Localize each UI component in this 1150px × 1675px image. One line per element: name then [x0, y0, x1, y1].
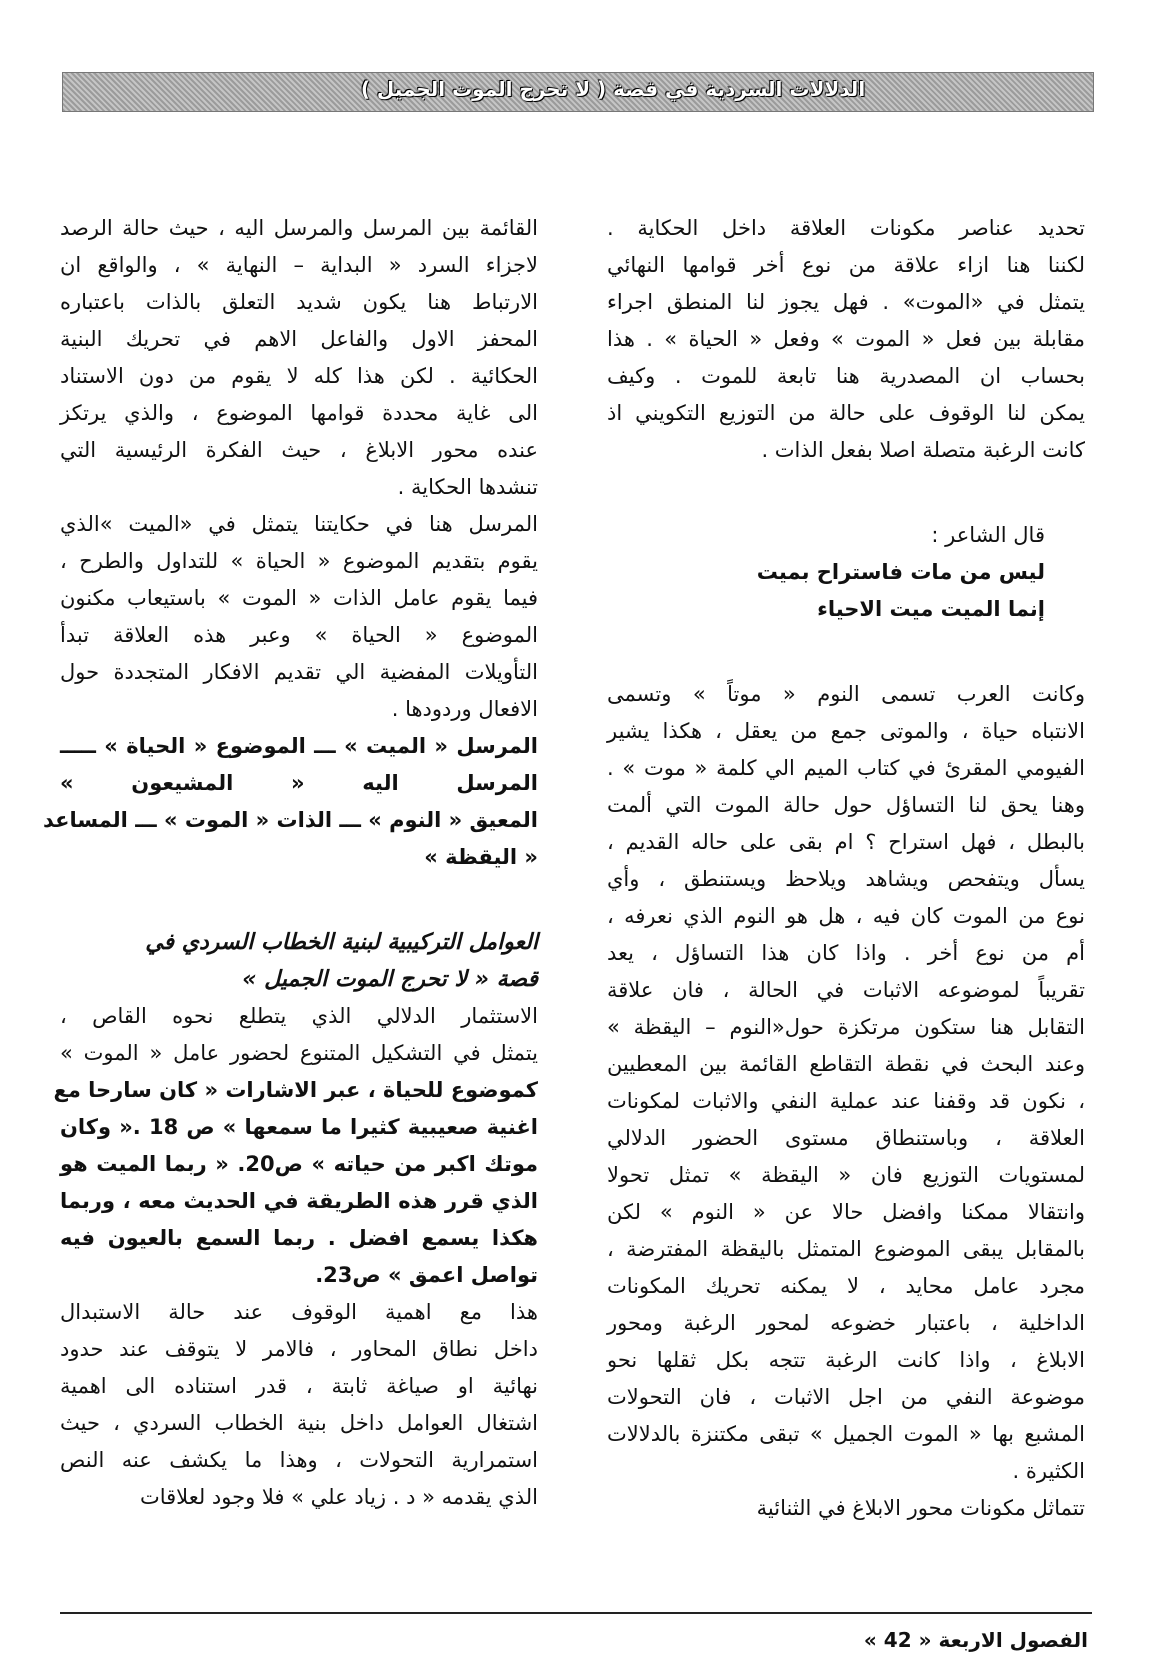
text-line: مجرد عامل محايد ، لا يمكنه تحريك المكونات	[607, 1274, 1085, 1298]
text-line: تتماثل مكونات محور الابلاغ في الثنائية	[756, 1496, 1085, 1520]
text-line: الابلاغ ، واذا كانت الرغبة تتجه بكل ثقلها نحو	[607, 1348, 1085, 1372]
text-line: المعيق « النوم » ـــ الذات « الموت » ـــ المساعد	[42, 808, 538, 832]
text-line: العلاقة ، وباستنطاق مستوى الحضور الدلالي	[607, 1126, 1085, 1150]
text-line: استمرارية التحولات ، وهذا ما يكشف عنه النص	[60, 1448, 538, 1472]
text-line: كموضوع للحياة ، عبر الاشارات « كان سارحا مع	[53, 1078, 538, 1102]
left-column	[42, 210, 539, 1516]
text-line: القائمة بين المرسل والمرسل اليه ، حيث حالة الرصد	[60, 216, 538, 240]
text-line: التأويلات المفضية الي تقديم الافكار المتجددة حول	[60, 660, 538, 684]
text-line: الحكائية . لكن هذا كله لا يقوم من دون الاستناد	[60, 364, 538, 388]
text-line: الذي قرر هذه الطريقة في الحديث معه ، وربما	[60, 1189, 538, 1213]
text-line: عنده محور الابلاغ ، حيث الفكرة الرئيسية التي	[60, 438, 538, 462]
right-para-2	[607, 676, 1085, 1490]
text-line: أم من نوع أخر . واذا كان هذا التساؤل ، يعد	[607, 941, 1085, 965]
text-line: موتك اكبر من حياته » ص20. « ربما الميت هو	[60, 1152, 539, 1176]
text-line: وعند البحث في نقطة التقاطع القائمة بين المعطيين	[607, 1052, 1085, 1076]
left-para-2	[60, 506, 538, 728]
footer-rule	[60, 1612, 1092, 1614]
text-line: تنشدها الحكاية .	[397, 475, 538, 499]
text-line: الانتباه حياة ، والموتى جمع من يعقل ، هكذا يشير	[607, 719, 1085, 743]
text-line: الفيومي المقرئ في كتاب الميم الي كلمة « موت » .	[607, 756, 1085, 780]
right-para-3	[607, 1490, 1085, 1527]
text-line: قصة « لا تحرج الموت الجميل »	[242, 967, 538, 992]
text-line: داخل نطاق المحاور ، فالامر لا يتوقف عند حدود	[60, 1337, 538, 1361]
text-line: لاجزاء السرد « البداية – النهاية » ، والواقع ان	[60, 253, 538, 277]
text-line: وهنا يحق لنا التساؤل حول حالة الموت التي ألمت	[607, 793, 1085, 817]
poem-intro: قال الشاعر :	[931, 523, 1045, 547]
text-line: المشبع بها « الموت الجميل » تبقى مكتنزة بالدلالات	[607, 1422, 1085, 1446]
text-line: الذي يقدمه « د . زياد علي » فلا وجود لعلاقات	[139, 1485, 538, 1509]
text-line: مقابلة بين فعل « الموت » وفعل « الحياة » . هذا	[607, 327, 1085, 351]
text-line: بالمقابل يبقى الموضوع المتمثل باليقظة المفترضة ،	[607, 1237, 1085, 1261]
text-line: ، نكون قد وقفنا عند عملية النفي والاثبات لمكونات	[607, 1089, 1085, 1113]
text-line: وانتقالا ممكنا وافضل حالا عن « النوم » لكن	[607, 1200, 1085, 1224]
text-line: الى غاية محددة قوامها الموضوع ، والذي يرتكز	[60, 401, 538, 425]
right-para-1	[607, 210, 1085, 469]
text-line: الاستثمار الدلالي الذي يتطلع نحوه القاص ،	[60, 1004, 538, 1028]
footer-page-label: الفصول الاربعة « 42 »	[863, 1628, 1088, 1652]
text-line: بالبطل ، فهل استراح ؟ ام بقى على حاله القديم ،	[607, 830, 1085, 854]
text-line: موضوعة النفي من اجل الاثبات ، فان التحولات	[607, 1385, 1085, 1409]
text-line: الموضوع « الحياة » وعبر هذه العلاقة تبدأ	[60, 623, 538, 647]
text-line: المرسل هنا في حكايتنا يتمثل في «الميت »الذي	[60, 512, 538, 536]
text-line: « اليقظة »	[424, 845, 538, 869]
text-line: كانت الرغبة متصلة اصلا بفعل الذات .	[761, 438, 1085, 462]
left-para-3	[53, 998, 539, 1294]
left-para-1	[60, 210, 538, 506]
text-line: يتمثل في «الموت» . فهل يجوز لنا المنطق اجراء	[607, 290, 1085, 314]
left-para-4	[60, 1294, 538, 1516]
text-line: الارتباط هنا يكون شديد التعلق بالذات باعتباره	[60, 290, 538, 314]
text-line: تواصل اعمق » ص23.	[315, 1263, 538, 1287]
text-line: وكانت العرب تسمى النوم « موتاً » وتسمى	[607, 682, 1085, 706]
text-line: ليس من مات فاستراح بميت	[756, 560, 1045, 584]
text-line: يتمثل في التشكيل المتنوع لحضور عامل « الموت »	[60, 1041, 538, 1065]
text-line: لكننا هنا ازاء علاقة من نوع أخر قوامها النهائي	[607, 253, 1085, 277]
text-line: التقابل هنا ستكون مرتكزة حول«النوم – اليقظة »	[607, 1015, 1085, 1039]
text-line: نهائية او صياغة ثابتة ، قدر استناده الى اهمية	[60, 1374, 538, 1398]
text-line: المرسل « الميت » ـــ الموضوع « الحياة » ـــــ	[60, 734, 538, 758]
actantial-schema	[42, 728, 538, 876]
right-column	[607, 210, 1085, 1527]
text-line: هكذا يسمع افضل . ربما السمع بالعيون فيه	[60, 1226, 538, 1250]
poem-verses	[607, 554, 1085, 628]
text-line: نوع من الموت كان فيه ، هل هو النوم الذي نعرفه ،	[607, 904, 1085, 928]
text-line: لمستويات التوزيع فان « اليقظة » تمثل تحولا	[607, 1163, 1085, 1187]
text-line: اغنية صعيبية كثيرا ما سمعها » ص 18 .« وكان	[60, 1115, 538, 1139]
text-line: الداخلية ، باعتبار خضوعه لمحور الرغبة ومحور	[607, 1311, 1085, 1335]
text-line: يسأل ويتفحص ويشاهد ويلاحظ ويستنطق ، وأي	[607, 867, 1085, 891]
text-line: يمكن لنا الوقوف على حالة من التوزيع التكويني اذ	[607, 401, 1085, 425]
text-line: فيما يقوم عامل الذات « الموت » باستيعاب مكنون	[60, 586, 538, 610]
text-line: اشتغال العوامل داخل بنية الخطاب السردي ، حيث	[60, 1411, 538, 1435]
text-line: بحساب ان المصدرية هنا تابعة للموت . وكيف	[607, 364, 1085, 388]
section-subheading	[60, 924, 538, 998]
text-line: الكثيرة .	[1012, 1459, 1085, 1483]
text-line: المرسل اليه « المشيعون »	[60, 771, 538, 795]
text-line: العوامل التركيبية لبنية الخطاب السردي في	[145, 930, 538, 955]
text-line: تقريباً لموضوعه الاثبات في الحالة ، فان علاقة	[607, 978, 1085, 1002]
text-line: إنما الميت ميت الاحياء	[817, 597, 1045, 621]
text-line: الافعال وردودها .	[391, 697, 538, 721]
text-line: هذا مع اهمية الوقوف عند حالة الاستبدال	[60, 1300, 538, 1324]
running-header-title: الدلالات السردية في قصة ( لا تحرج الموت الجميل )	[360, 77, 866, 101]
text-line: يقوم بتقديم الموضوع « الحياة » للتداول والطرح ،	[60, 549, 538, 573]
text-line: المحفز الاول والفاعل الاهم في تحريك البنية	[60, 327, 538, 351]
header-banner	[62, 72, 1094, 112]
text-line: تحديد عناصر مكونات العلاقة داخل الحكاية .	[607, 216, 1085, 240]
